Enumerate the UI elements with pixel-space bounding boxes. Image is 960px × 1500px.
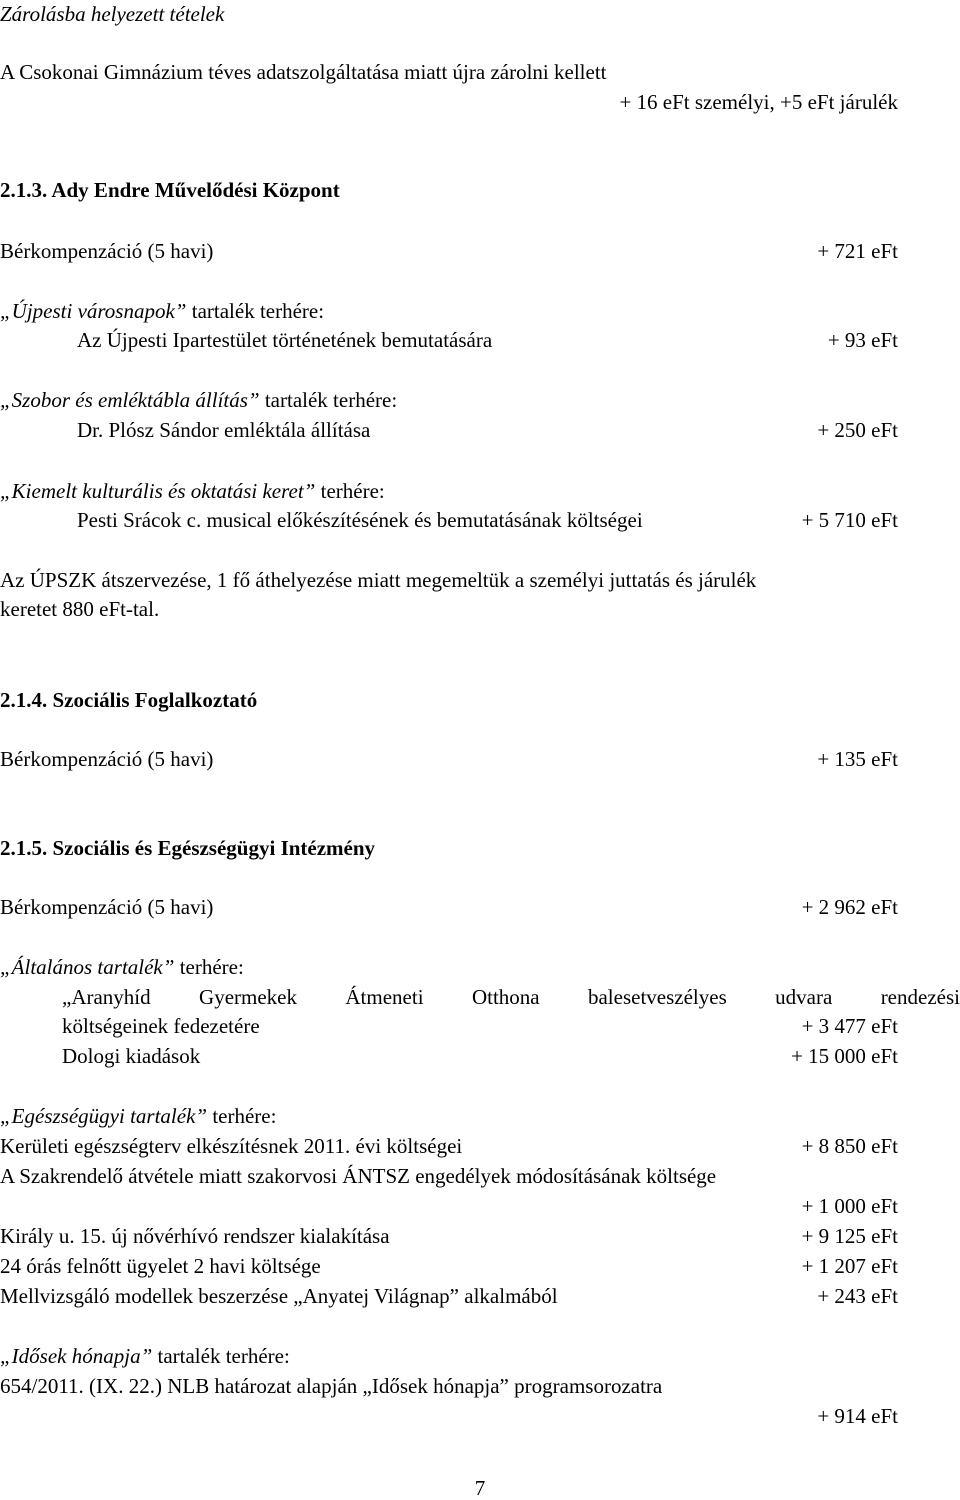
s213-reserve1-title — [0, 299, 898, 323]
s215-g2-item3-row — [0, 1224, 898, 1248]
s215-g2-item1: Kerületi egészségterv elkészítésnek 2011. évi költségei — [0, 1134, 463, 1158]
justified-word: balesetveszélyes — [587, 985, 727, 1009]
s215-g2-item1-amount: + 8 850 eFt — [801, 1134, 898, 1158]
s214-bk-row — [0, 747, 898, 771]
s213-bk-row — [0, 239, 898, 263]
s213-reserve3-title — [0, 479, 898, 503]
s215-g1-item1-amount: + 3 477 eFt — [801, 1014, 898, 1038]
s213-note-line1: Az ÚPSZK átszervezése, 1 fő áthelyezése miatt megemeltük a személyi juttatás és járulék — [0, 568, 757, 592]
s215-g2-item4: 24 órás felnőtt ügyelet 2 havi költsége — [0, 1254, 321, 1278]
s215-g1-item2: Dologi kiadások — [62, 1044, 201, 1068]
s215-g2-item5-row — [0, 1284, 898, 1308]
reserve-suffix: tartalék terhére: — [264, 388, 398, 412]
locked-amount: + 16 eFt személyi, +5 eFt járulék — [619, 90, 898, 114]
s213-r2-amount: + 250 eFt — [817, 418, 898, 442]
locked-title: Zárolásba helyezett tételek — [0, 2, 225, 26]
s213-r3-amount: + 5 710 eFt — [801, 508, 898, 532]
s213-reserve2-row — [0, 418, 898, 442]
s215-g1-item1-cont: költségeinek fedezetére — [62, 1014, 260, 1038]
section-213-heading: 2.1.3. Ady Endre Művelődési Központ — [0, 178, 340, 202]
s213-reserve2-title — [0, 388, 898, 412]
s213-r2-item: Dr. Plósz Sándor emléktála állítása — [77, 418, 371, 442]
reserve-suffix: terhére: — [212, 1104, 277, 1128]
justified-word: Gyermekek — [199, 985, 297, 1009]
s215-g2-item4-amount: + 1 207 eFt — [801, 1254, 898, 1278]
s215-g2-item3: Király u. 15. új nővérhívó rendszer kialakítása — [0, 1224, 390, 1248]
s215-g2-item2: A Szakrendelő átvétele miatt szakorvosi ÁNTSZ engedélyek módosításának költsége — [0, 1164, 717, 1188]
s215-bk-label: Bérkompenzáció (5 havi) — [0, 895, 214, 919]
reserve-suffix: terhére: — [320, 479, 385, 503]
s215-g2-item5-amount: + 243 eFt — [817, 1284, 898, 1308]
justified-word: „Aranyhíd — [62, 985, 151, 1009]
reserve-suffix: tartalék terhére: — [191, 299, 325, 323]
reserve-name: „Általános tartalék” — [0, 955, 175, 979]
s215-g2-item2-amount: + 1 000 eFt — [801, 1194, 898, 1218]
s213-r3-item: Pesti Srácok c. musical előkészítésének és bemutatásának költségei — [77, 508, 643, 532]
s215-group2-title — [0, 1104, 898, 1128]
justified-word: rendezési — [880, 985, 960, 1009]
justified-word: Otthona — [471, 985, 540, 1009]
reserve-name: „Szobor és emléktábla állítás” — [0, 388, 260, 412]
s213-reserve1-row — [0, 328, 898, 352]
s213-bk-amount: + 721 eFt — [817, 239, 898, 263]
reserve-name: „Idősek hónapja” — [0, 1344, 153, 1368]
s215-bk-amount: + 2 962 eFt — [801, 895, 898, 919]
reserve-suffix: tartalék terhére: — [157, 1344, 290, 1368]
section-215-heading: 2.1.5. Szociális és Egészségügyi Intézmény — [0, 836, 376, 860]
reserve-name: „Újpesti városnapok” — [0, 299, 187, 323]
section-214-heading: 2.1.4. Szociális Foglalkoztató — [0, 688, 258, 712]
s215-group3-title — [0, 1344, 898, 1368]
s215-g3-item: 654/2011. (IX. 22.) NLB határozat alapján „Idősek hónapja” programsorozatra — [0, 1374, 663, 1398]
page-number: 7 — [474, 1476, 486, 1500]
s213-r1-amount: + 93 eFt — [827, 328, 898, 352]
s214-bk-label: Bérkompenzáció (5 havi) — [0, 747, 214, 771]
locked-text: A Csokonai Gimnázium téves adatszolgáltatása miatt újra zárolni kellett — [0, 60, 607, 84]
s215-group1-title — [0, 955, 898, 979]
justified-word: Átmeneti — [345, 985, 424, 1009]
reserve-suffix: terhére: — [179, 955, 244, 979]
s215-g3-amount: + 914 eFt — [817, 1404, 898, 1428]
s214-bk-amount: + 135 eFt — [817, 747, 898, 771]
s215-g1-item2-row — [0, 1044, 898, 1068]
s213-bk-label: Bérkompenzáció (5 havi) — [0, 239, 214, 263]
s215-g2-item4-row — [0, 1254, 898, 1278]
s213-r1-item: Az Újpesti Ipartestület történetének bemutatására — [77, 328, 493, 352]
s215-g1-item2-amount: + 15 000 eFt — [791, 1044, 898, 1068]
reserve-name: „Kiemelt kulturális és oktatási keret” — [0, 479, 316, 503]
s215-g2-item3-amount: + 9 125 eFt — [801, 1224, 898, 1248]
s215-g2-item5: Mellvizsgáló modellek beszerzése „Anyatej Világnap” alkalmából — [0, 1284, 558, 1308]
s215-bk-row — [0, 895, 898, 919]
justified-word: udvara — [775, 985, 833, 1009]
s215-g1-item1-row — [0, 1014, 898, 1038]
reserve-name: „Egészségügyi tartalék” — [0, 1104, 208, 1128]
s215-g1-item1-line1 — [62, 985, 960, 1009]
s213-note-line2: keretet 880 eFt-tal. — [0, 597, 160, 621]
s213-reserve3-row — [0, 508, 898, 532]
s215-g2-item1-row — [0, 1134, 898, 1158]
